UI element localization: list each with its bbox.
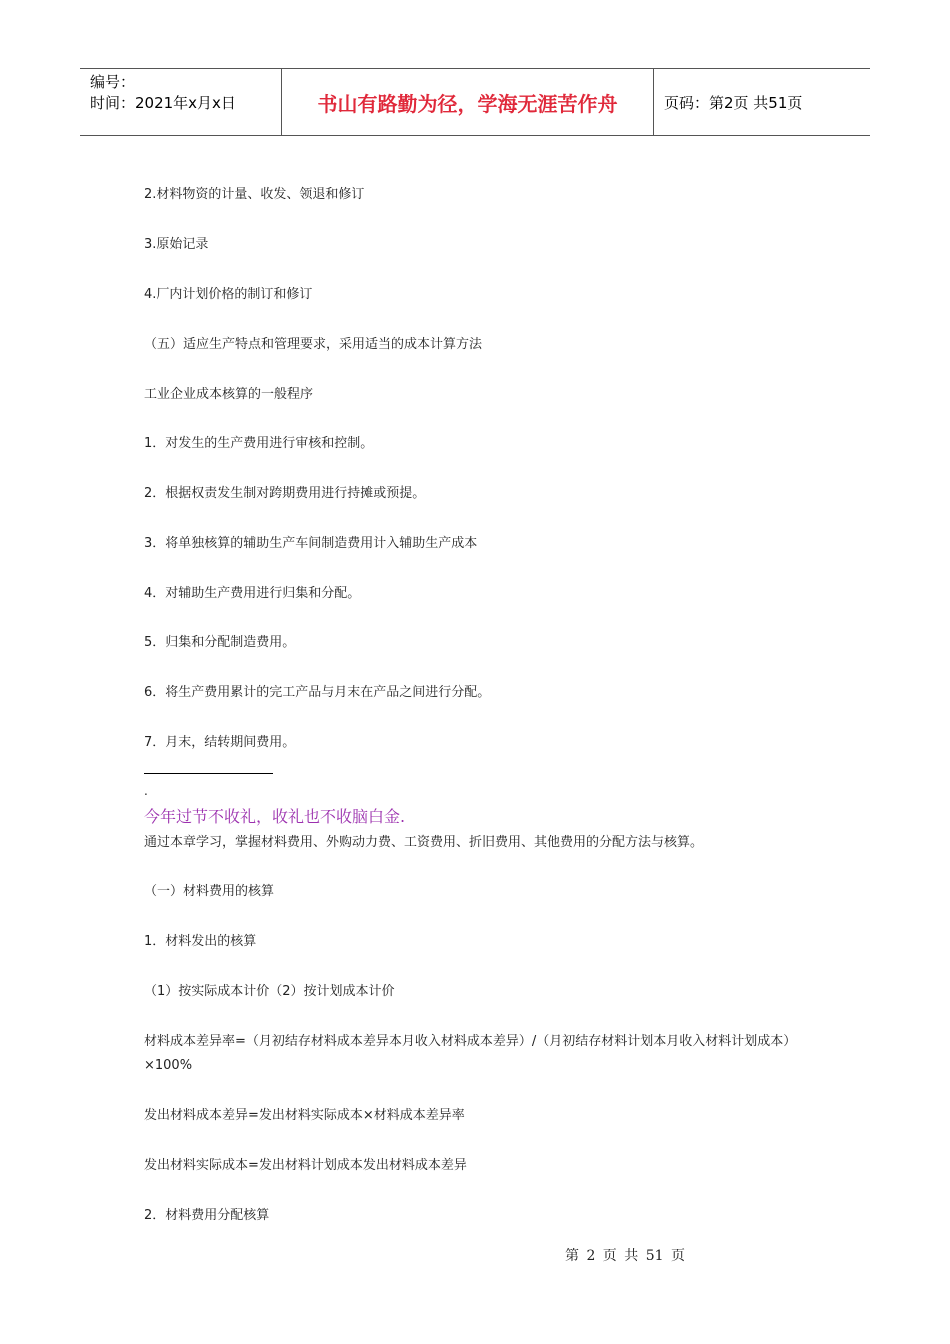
document-number-label: 编号： xyxy=(90,73,136,91)
list-item: 5．归集和分配制造费用。 xyxy=(144,635,296,650)
paragraph: 2.材料物资的计量、收发、领退和修订 xyxy=(144,187,365,202)
page-footer: 第 2 页 共 51 页 xyxy=(565,1248,685,1264)
formula: 发出材料实际成本=发出材料计划成本发出材料成本差异 xyxy=(144,1158,467,1173)
section-heading: （五）适应生产特点和管理要求，采用适当的成本计算方法 xyxy=(144,337,483,352)
section-heading: （一）材料费用的核算 xyxy=(144,884,275,899)
paragraph: 2．材料费用分配核算 xyxy=(144,1208,270,1223)
header-info-cell xyxy=(80,69,282,135)
paragraph: 4.厂内计划价格的制订和修订 xyxy=(144,287,313,302)
list-item: 2．根据权责发生制对跨期费用进行持摊或预提。 xyxy=(144,486,426,501)
list-item: 1．对发生的生产费用进行审核和控制。 xyxy=(144,436,374,451)
document-date-label: 时间：2021年x月x日 xyxy=(90,94,236,112)
list-item: 6．将生产费用累计的完工产品与月末在产品之间进行分配。 xyxy=(144,685,491,700)
page-header xyxy=(80,68,870,136)
footnote-separator xyxy=(144,773,273,774)
paragraph: 1．材料发出的核算 xyxy=(144,934,257,949)
separator-mark: . xyxy=(144,784,148,798)
list-item: 7．月末，结转期间费用。 xyxy=(144,735,296,750)
header-motto: 书山有路勤为径，学海无涯苦作舟 xyxy=(282,69,654,135)
formula: 材料成本差异率=（月初结存材料成本差异本月收入材料成本差异）/（月初结存材料计划本月收入材料计划成本）×100% xyxy=(144,1034,797,1073)
header-page-code: 页码：第2页 共51页 xyxy=(664,93,803,112)
paragraph: 工业企业成本核算的一般程序 xyxy=(144,387,314,402)
list-item: 4．对辅助生产费用进行归集和分配。 xyxy=(144,586,361,601)
paragraph: 3.原始记录 xyxy=(144,237,209,252)
inserted-slogan: 今年过节不收礼，收礼也不收脑白金. xyxy=(144,807,406,826)
list-item: 3．将单独核算的辅助生产车间制造费用计入辅助生产成本 xyxy=(144,536,478,551)
paragraph: 通过本章学习，掌握材料费用、外购动力费、工资费用、折旧费用、其他费用的分配方法与核算。 xyxy=(144,835,704,850)
paragraph: （1）按实际成本计价（2）按计划成本计价 xyxy=(144,984,395,999)
formula: 发出材料成本差异=发出材料实际成本×材料成本差异率 xyxy=(144,1108,465,1123)
